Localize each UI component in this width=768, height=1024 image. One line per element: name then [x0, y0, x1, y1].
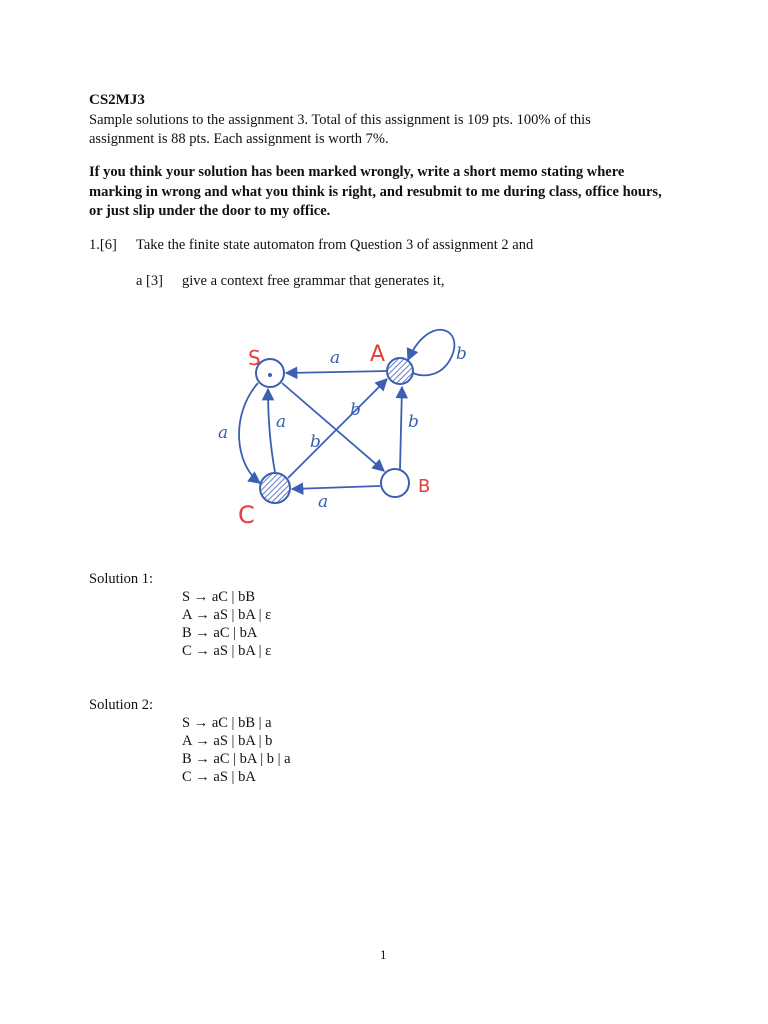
- intro-paragraph: Sample solutions to the assignment 3. Total of this assignment is 109 pts. 100% of this assignment is 88 pts. Each assignment is worth 7%.: [89, 112, 591, 147]
- state-label-B: B: [418, 476, 431, 497]
- edge-A-loop: [408, 330, 454, 376]
- solution-1-rule: B → aC | bA: [182, 625, 258, 641]
- solution-1-label: Solution 1:: [89, 571, 154, 587]
- remark-notice: If you think your solution has been marked wrongly, write a short memo stating where marking in wrong and what you think is right, and resubmit to me during class, office hours, or just slip under the door to my office.: [89, 164, 662, 219]
- state-B: [381, 469, 409, 497]
- edge-B-to-A: [400, 387, 402, 469]
- solution-2-rule: A → aS | bA | b: [182, 733, 273, 749]
- edge-label-B-A: b: [408, 412, 419, 432]
- question-part-number: a [3]: [136, 273, 163, 289]
- automaton-diagram: [180, 305, 480, 540]
- edge-C-to-S-inner: [268, 389, 275, 472]
- edge-label-C-A: b: [310, 432, 321, 452]
- question-text: Take the finite state automaton from Question 3 of assignment 2 and: [136, 237, 534, 253]
- edge-S-to-C-outer: [239, 383, 260, 483]
- page-number: 1: [380, 947, 387, 962]
- edge-label-S-A: a: [330, 348, 341, 368]
- course-title: CS2MJ3: [89, 92, 145, 108]
- solution-1-rule: C → aS | bA | ε: [182, 643, 272, 659]
- solution-2-rule: S → aC | bB | a: [182, 715, 272, 731]
- edge-label-A-loop: b: [456, 344, 467, 364]
- edge-label-S-C: a: [218, 423, 229, 443]
- state-label-A: A: [370, 342, 386, 367]
- solution-2-rule: B → aC | bA | b | a: [182, 751, 291, 767]
- solution-1-rule: S → aC | bB: [182, 589, 255, 605]
- state-C: [260, 473, 290, 503]
- solution-2-rule: C → aS | bA: [182, 769, 256, 785]
- edge-label-C-S: a: [276, 412, 287, 432]
- state-label-S: S: [248, 346, 261, 370]
- state-A: [387, 358, 413, 384]
- edge-label-B-C: a: [318, 492, 329, 512]
- solution-1-rule: A → aS | bA | ε: [182, 607, 272, 623]
- question-part-text: give a context free grammar that generates it,: [182, 273, 445, 289]
- edge-C-to-A: [288, 379, 387, 478]
- edge-A-to-S: [286, 371, 387, 373]
- edge-B-to-C: [292, 486, 380, 489]
- question-number: 1.[6]: [89, 237, 117, 253]
- solution-2-label: Solution 2:: [89, 697, 154, 713]
- state-label-C: C: [238, 501, 255, 529]
- edge-label-S-B: b: [350, 400, 361, 420]
